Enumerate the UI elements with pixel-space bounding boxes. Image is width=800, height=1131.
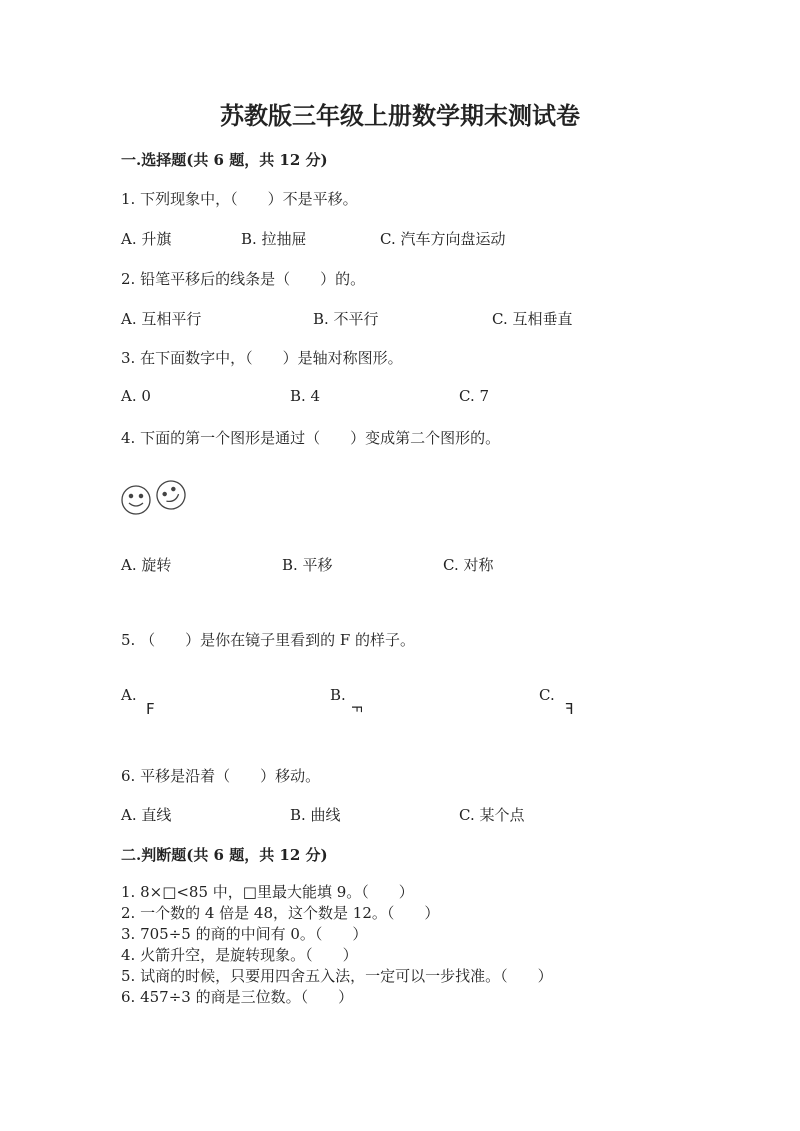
question-4: 4. 下面的第一个图形是通过（ ）变成第二个图形的。 bbox=[121, 429, 501, 447]
q4-option-c: C. 对称 bbox=[443, 556, 494, 574]
question-3: 3. 在下面数字中，（ ）是轴对称图形。 bbox=[121, 349, 403, 367]
section-heading-choice: 一.选择题(共 6 题，共 12 分) bbox=[121, 151, 328, 169]
q6-option-a: A. 直线 bbox=[121, 806, 172, 824]
question-2: 2. 铅笔平移后的线条是（ ）的。 bbox=[121, 270, 366, 288]
q4-option-b: B. 平移 bbox=[282, 556, 333, 574]
judgement-item-2: 2. 一个数的 4 倍是 48，这个数是 12。（ ） bbox=[121, 904, 440, 922]
judgement-item-4: 4. 火箭升空，是旋转现象。（ ） bbox=[121, 946, 358, 964]
q1-option-b: B. 拉抽屉 bbox=[241, 230, 307, 248]
page-title: 苏教版三年级上册数学期末测试卷 bbox=[220, 101, 580, 130]
question-6: 6. 平移是沿着（ ）移动。 bbox=[121, 767, 321, 785]
q6-option-c: C. 某个点 bbox=[459, 806, 525, 824]
letter-f-upright: F bbox=[146, 700, 155, 718]
letter-f-rotated: F bbox=[348, 705, 365, 713]
smiley-figures bbox=[118, 478, 190, 516]
q5-option-a: A. bbox=[121, 686, 137, 704]
question-1: 1. 下列现象中，（ ）不是平移。 bbox=[121, 190, 358, 208]
judgement-item-6: 6. 457÷3 的商是三位数。（ ） bbox=[121, 988, 354, 1006]
rotated-smiley-face-icon bbox=[152, 478, 190, 514]
q3-option-c: C. 7 bbox=[459, 387, 490, 405]
q2-option-c: C. 互相垂直 bbox=[492, 310, 573, 328]
judgement-item-5: 5. 试商的时候，只要用四舍五入法，一定可以一步找准。（ ） bbox=[121, 967, 553, 985]
q1-option-a: A. 升旗 bbox=[121, 230, 172, 248]
q4-option-a: A. 旋转 bbox=[121, 556, 172, 574]
q3-option-b: B. 4 bbox=[290, 387, 321, 405]
judgement-item-1: 1. 8×□<85 中，□里最大能填 9。（ ） bbox=[121, 883, 414, 901]
q2-option-a: A. 互相平行 bbox=[121, 310, 202, 328]
q5-option-c: C. bbox=[539, 686, 555, 704]
letter-f-mirrored: F bbox=[565, 700, 574, 718]
q5-option-b: B. bbox=[330, 686, 346, 704]
judgement-item-3: 3. 705÷5 的商的中间有 0。（ ） bbox=[121, 925, 368, 943]
section-heading-judgement: 二.判断题(共 6 题，共 12 分) bbox=[121, 846, 328, 864]
question-5: 5. （ ）是你在镜子里看到的 F 的样子。 bbox=[121, 631, 416, 649]
smiley-face-icon bbox=[122, 486, 150, 514]
q2-option-b: B. 不平行 bbox=[313, 310, 379, 328]
q6-option-b: B. 曲线 bbox=[290, 806, 341, 824]
q1-option-c: C. 汽车方向盘运动 bbox=[380, 230, 506, 248]
q3-option-a: A. 0 bbox=[121, 387, 151, 405]
